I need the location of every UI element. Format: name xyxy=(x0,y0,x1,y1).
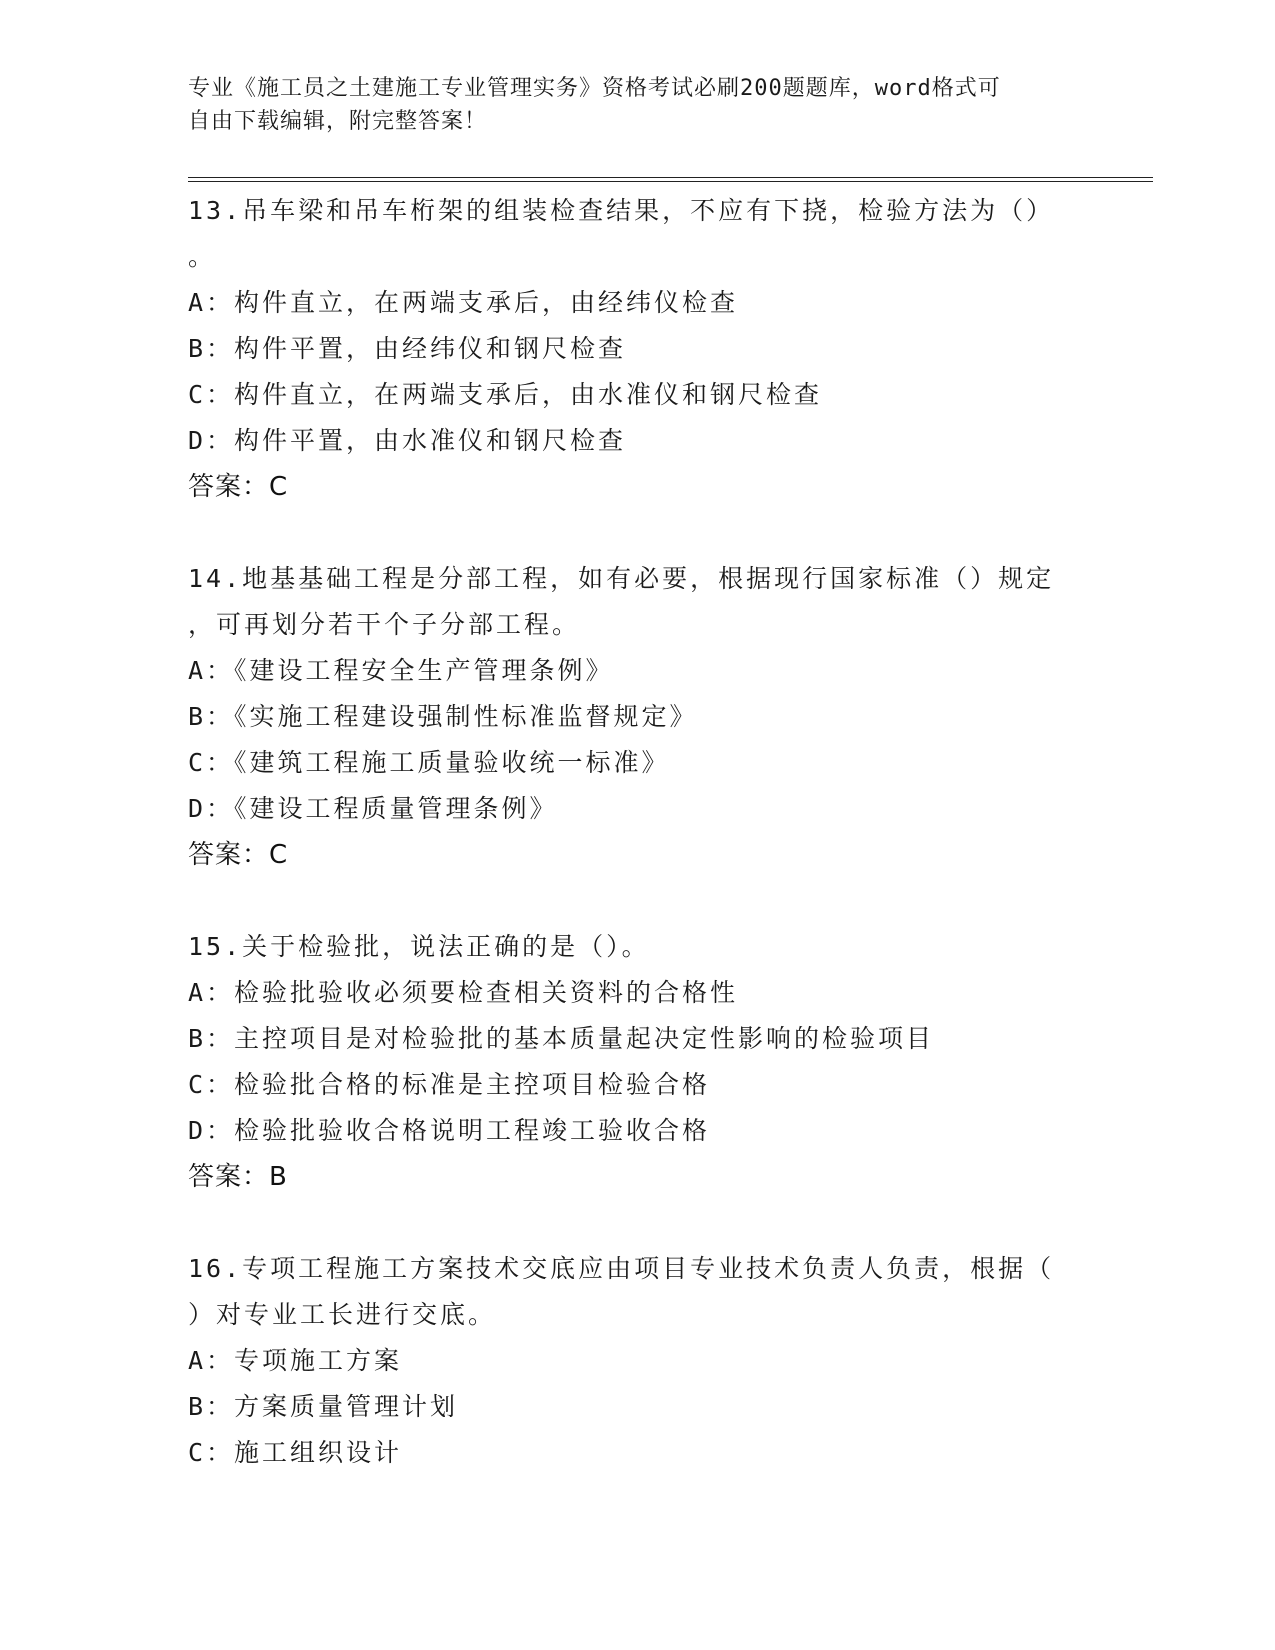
header-line-2: 自由下载编辑，附完整答案！ xyxy=(188,109,488,134)
option-b: B：构件平置，由经纬仪和钢尺检查 xyxy=(188,334,627,363)
question-stem-line-2: 。 xyxy=(188,242,217,271)
question-stem-line-1: 13.吊车梁和吊车桁架的组装检查结果，不应有下挠，检验方法为（） xyxy=(188,196,1055,225)
question-stem-line-1: 16.专项工程施工方案技术交底应由项目专业技术负责人负责，根据（ xyxy=(188,1254,1055,1283)
document-header xyxy=(188,72,1068,138)
answer-line: 答案：C xyxy=(188,840,289,870)
option-b: B：《实施工程建设强制性标准监督规定》 xyxy=(188,702,698,731)
question-15 xyxy=(188,924,1088,1200)
answer-line: 答案：C xyxy=(188,472,289,502)
option-a: A：专项施工方案 xyxy=(188,1346,403,1375)
question-list xyxy=(188,188,1088,1522)
question-stem-line-1: 15.关于检验批，说法正确的是（）。 xyxy=(188,932,650,961)
option-d: D：检验批验收合格说明工程竣工验收合格 xyxy=(188,1116,711,1145)
option-c: C：构件直立，在两端支承后，由水准仪和钢尺检查 xyxy=(188,380,823,409)
header-divider xyxy=(188,177,1153,182)
option-d: D：《建设工程质量管理条例》 xyxy=(188,794,558,823)
option-a: A：《建设工程安全生产管理条例》 xyxy=(188,656,614,685)
option-c: C：检验批合格的标准是主控项目检验合格 xyxy=(188,1070,711,1099)
header-line-1: 专业《施工员之土建施工专业管理实务》资格考试必刷200题题库，word格式可 xyxy=(188,76,1001,101)
option-c: C：《建筑工程施工质量验收统一标准》 xyxy=(188,748,670,777)
question-13 xyxy=(188,188,1088,510)
option-a: A：检验批验收必须要检查相关资料的合格性 xyxy=(188,978,739,1007)
question-16 xyxy=(188,1246,1088,1476)
option-d: D：构件平置，由水准仪和钢尺检查 xyxy=(188,426,627,455)
question-stem-line-2: ）对专业工长进行交底。 xyxy=(188,1300,497,1329)
option-b: B：方案质量管理计划 xyxy=(188,1392,459,1421)
question-14 xyxy=(188,556,1088,878)
option-c: C：施工组织设计 xyxy=(188,1438,403,1467)
question-stem-line-1: 14.地基基础工程是分部工程，如有必要，根据现行国家标准（）规定 xyxy=(188,564,1055,593)
option-a: A：构件直立，在两端支承后，由经纬仪检查 xyxy=(188,288,739,317)
question-stem-line-2: ，可再划分若干个子分部工程。 xyxy=(188,610,581,639)
option-b: B：主控项目是对检验批的基本质量起决定性影响的检验项目 xyxy=(188,1024,935,1053)
answer-line: 答案：B xyxy=(188,1162,288,1192)
